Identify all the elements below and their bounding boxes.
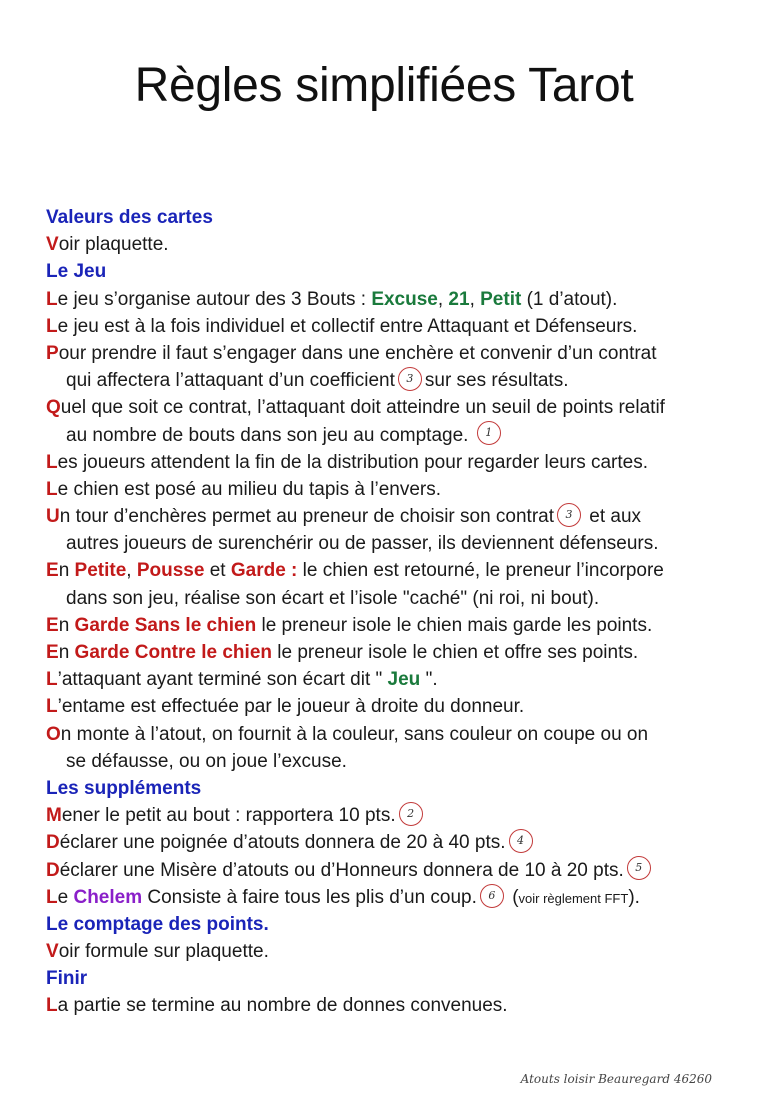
note-circle: 6 — [480, 884, 504, 908]
note-circle: 1 — [477, 421, 501, 445]
note-circle: 4 — [509, 829, 533, 853]
rule-line: Voir plaquette. — [46, 234, 169, 256]
footer-credit: Atouts loisir Beauregard 46260 — [520, 1072, 712, 1086]
rule-line: Déclarer une poignée d’atouts donnera de 20 à 40 pts. 4 — [46, 829, 746, 856]
section-heading-jeu: Le Jeu — [46, 261, 107, 283]
rule-line: L’entame est effectuée par le joueur à droite du donneur. — [46, 696, 525, 718]
note-circle: 5 — [627, 856, 651, 880]
rule-line: Le chien est posé au milieu du tapis à l’envers. — [46, 478, 441, 500]
rule-line: Pour prendre il faut s’engager dans une enchère et convenir d’un contrat — [46, 342, 657, 364]
note-circle: 3 — [557, 503, 581, 527]
rule-line-continued: se défausse, ou on joue l’excuse. — [66, 750, 347, 772]
rule-line: Le jeu s’organise autour des 3 Bouts : Excuse, 21, Petit (1 d’atout). — [46, 288, 618, 310]
rule-line: Mener le petit au bout : rapportera 10 pts. 2 — [46, 802, 746, 829]
rule-line: Voir formule sur plaquette. — [46, 941, 269, 963]
rule-line-continued: dans son jeu, réalise son écart et l’isole "caché" (ni roi, ni bout). — [66, 587, 600, 609]
section-heading-supplements: Les suppléments — [46, 777, 202, 799]
rule-line: Quel que soit ce contrat, l’attaquant doit atteindre un seuil de points relatif — [46, 397, 665, 419]
rule-line-continued: autres joueurs de surenchérir ou de passer, ils deviennent défenseurs. — [66, 533, 659, 555]
rule-line: Le Chelem Consiste à faire tous les plis d’un coup. 6 (voir règlement FFT). — [46, 884, 746, 911]
rule-line-continued: qui affectera l’attaquant d’un coefficient 3 sur ses résultats. — [46, 367, 746, 394]
rule-line: La partie se termine au nombre de donnes convenues. — [46, 995, 508, 1017]
note-circle: 3 — [398, 367, 422, 391]
rule-line: Le jeu est à la fois individuel et collectif entre Attaquant et Défenseurs. — [46, 315, 638, 337]
rule-line: Les joueurs attendent la fin de la distribution pour regarder leurs cartes. — [46, 451, 649, 473]
rule-line: Déclarer une Misère d’atouts ou d’Honneurs donnera de 10 à 20 pts. 5 — [46, 857, 746, 884]
page-title: Règles simplifiées Tarot — [134, 59, 634, 112]
rule-line: En Garde Sans le chien le preneur isole le chien mais garde les points. — [46, 614, 653, 636]
section-heading-valeurs: Valeurs des cartes — [46, 207, 213, 228]
section-heading-finir: Finir — [46, 968, 88, 990]
rule-line: En Petite, Pousse et Garde : le chien est retourné, le preneur l’incorpore — [46, 560, 664, 582]
rules-content — [46, 204, 746, 1020]
rule-line: Un tour d’enchères permet au preneur de choisir son contrat 3 et aux — [46, 503, 746, 530]
rule-line: En Garde Contre le chien le preneur isole le chien et offre ses points. — [46, 642, 639, 663]
rule-line-continued: au nombre de bouts dans son jeu au comptage. 1 — [46, 422, 746, 449]
rule-line: On monte à l’atout, on fournit à la couleur, sans couleur on coupe ou on — [46, 723, 649, 745]
section-heading-comptage: Le comptage des points. — [46, 913, 269, 935]
rule-line: L’attaquant ayant terminé son écart dit " Jeu ". — [46, 669, 438, 691]
note-circle: 2 — [399, 802, 423, 826]
